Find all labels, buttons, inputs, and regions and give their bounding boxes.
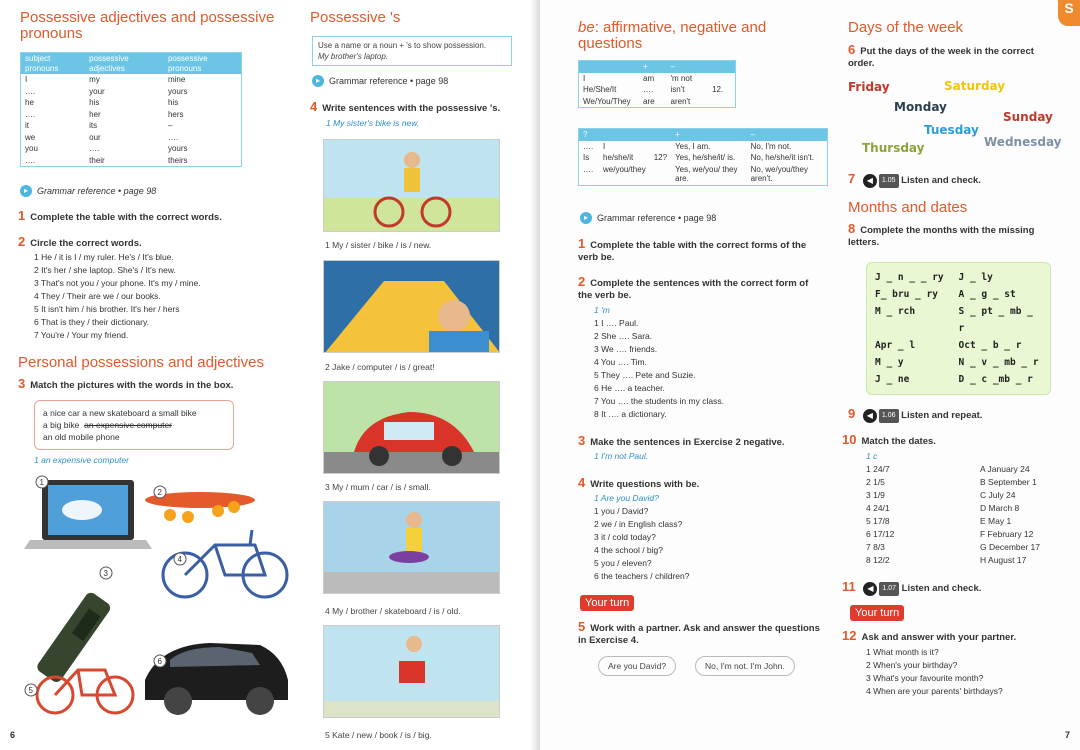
month-row [875, 354, 1042, 371]
list-item: D March 8 [980, 503, 1020, 513]
exercise-instruction: Listen and check. [901, 583, 982, 594]
cell: its [89, 121, 98, 130]
pic-label-5: 5 [28, 686, 33, 695]
list-item: 7 8/3 [866, 542, 885, 552]
exercise-1 [18, 210, 268, 224]
list-item: 6 the teachers / children? [594, 571, 690, 581]
cell: their [89, 155, 105, 165]
cell: isn't [670, 85, 685, 94]
th-pronoun: possessive pronouns [164, 53, 241, 74]
heading-months: Months and dates [848, 199, 968, 216]
cell: …. [643, 85, 654, 94]
word-box-line: a nice car a new skateboard a small bike [43, 408, 197, 418]
heading-possessive-s: Possessive 's [310, 9, 401, 26]
cell: He/She/It [583, 85, 617, 94]
be-exercise-4 [578, 477, 818, 491]
cell: …. [25, 109, 36, 119]
grammar-reference-text: Grammar reference • page 98 [329, 76, 449, 86]
cell: No, I'm not. [750, 141, 792, 151]
unit-corner-tab: S [1058, 0, 1080, 26]
exercise-3 [18, 378, 268, 392]
small-bike-image [37, 670, 133, 713]
your-turn-badge-2: Your turn [850, 605, 904, 621]
list-item: 1 I …. Paul. [594, 318, 639, 328]
cell: …. [167, 132, 179, 142]
pronoun-table [20, 52, 242, 167]
list-item: 7 You …. the students in my class. [594, 396, 724, 406]
list-item: G December 17 [980, 542, 1040, 552]
list-item: A January 24 [980, 464, 1030, 474]
exercise-number: 8 [848, 221, 856, 236]
grammar-icon: ▸ [20, 185, 32, 197]
list-item: 1 24/7 [866, 464, 890, 474]
list-item: 4 They / Their are we / our books. [34, 291, 161, 301]
heading-personal-possessions: Personal possessions and adjectives [18, 354, 264, 371]
th-subject: subject pronouns [21, 53, 85, 74]
exercise-2-items [34, 251, 274, 342]
month-blank: J _ ly [958, 272, 993, 283]
exercise-instruction: Match the dates. [861, 436, 936, 447]
month-blank: M _ y [875, 357, 904, 368]
list-item: B September 1 [980, 477, 1037, 487]
exercise-2 [18, 236, 268, 250]
list-item: 3 That's not you / your phone. It's my / mine. [34, 278, 201, 288]
rule-text: Use a name or a noun + 's to show possession. [318, 41, 487, 50]
list-item: 7 You're / Your my friend. [34, 330, 129, 340]
month-blank: Oct _ b _ r [958, 340, 1022, 351]
list-item: C July 24 [980, 490, 1016, 500]
list-item: 4 24/1 [866, 503, 890, 513]
brother-skateboard-picture [323, 501, 500, 594]
cell: 'm not [670, 73, 693, 83]
speech-bubble-answer: No, I'm not. I'm John. [695, 656, 795, 676]
dates-right-column [980, 463, 1080, 567]
exercise-12-items [866, 646, 1066, 698]
speaker-icon: ◀ [863, 174, 877, 188]
cell: hers [167, 109, 184, 119]
possessions-illustration [20, 475, 300, 730]
word-box-word-used: an expensive computer [84, 420, 173, 430]
exercise-instruction: Circle the correct words. [30, 238, 142, 249]
exercise-number: 10 [842, 432, 857, 447]
list-item: 6 That is they / their dictionary. [34, 317, 149, 327]
be-exercise-3 [578, 435, 818, 449]
heading-be-italic: be [578, 19, 595, 36]
list-item: 5 17/8 [866, 516, 890, 526]
cell: he/she/it [603, 153, 634, 162]
exercise-instruction: Listen and check. [901, 175, 981, 186]
list-item: 1 He / it is I / my ruler. He's / It's blue. [34, 252, 174, 262]
day-monday: Monday [894, 100, 947, 114]
exercise-number: 4 [578, 475, 586, 490]
dates-left-column [866, 450, 956, 567]
speaker-icon: ◀ [863, 409, 877, 423]
exercise-number: 3 [18, 376, 26, 391]
th: + [671, 129, 747, 141]
cell: am [643, 73, 655, 83]
cell: No, he/she/it isn't. [750, 153, 814, 162]
exercise-number: 2 [578, 274, 586, 289]
grammar-reference-link-3[interactable] [580, 212, 716, 224]
cell: our [89, 132, 101, 142]
list-item: 5 They …. Pete and Suzie. [594, 370, 696, 380]
month-blank: A _ g _ st [958, 289, 1016, 300]
word-box-line [43, 419, 225, 431]
exercise-number: 2 [18, 234, 26, 249]
exercise-instruction: Listen and repeat. [901, 410, 983, 421]
your-turn-badge: Your turn [580, 595, 634, 611]
audio-track-label: 1.07 [879, 582, 899, 596]
months-exercise-10 [842, 434, 936, 448]
be-exercise-4-items [594, 492, 794, 583]
list-item: 5 you / eleven? [594, 558, 652, 568]
month-blank: S _ pt _ mb _ r [958, 306, 1033, 334]
rule-example: My brother's laptop. [318, 52, 389, 61]
cell: we [25, 132, 36, 142]
cell: …. [583, 164, 594, 174]
list-item: H August 17 [980, 555, 1027, 565]
day-saturday: Saturday [944, 79, 1006, 93]
cell: …. [89, 144, 100, 153]
caption-1: 1 My / sister / bike / is / new. [325, 240, 432, 250]
exercise-instruction: Complete the sentences with the correct form of the verb be. [578, 278, 809, 301]
caption-3: 3 My / mum / car / is / small. [325, 482, 431, 492]
cell: it [25, 121, 29, 130]
exercise-instruction: Write questions with be. [590, 479, 700, 490]
audio-player[interactable] [863, 582, 899, 596]
exercise-number: 6 [848, 42, 856, 57]
heading-days: Days of the week [848, 19, 964, 36]
list-item: 4 You …. Tim. [594, 357, 647, 367]
list-item: 6 He …. a teacher. [594, 383, 665, 393]
page-number-right: 7 [1064, 730, 1070, 740]
exercise-instruction: Match the pictures with the words in the box. [30, 380, 234, 391]
list-item: 1 you / David? [594, 506, 649, 516]
exercise-instruction: Complete the table with the correct forms of the verb be. [578, 240, 807, 263]
cell: We/You/They [583, 96, 631, 106]
speech-bubble-question: Are you David? [598, 656, 676, 676]
be-exercise-2-items [594, 304, 794, 421]
month-blank: J _ ne [875, 374, 910, 385]
word-box-word: a big bike [43, 420, 80, 430]
grammar-icon: ▸ [312, 75, 324, 87]
exercise-3-answer: 1 an expensive computer [34, 455, 129, 465]
list-item: F February 12 [980, 529, 1034, 539]
word-box-line: an old mobile phone [43, 432, 120, 442]
th: – [667, 61, 709, 73]
cell: yours [167, 86, 188, 96]
pic-label-4: 4 [177, 555, 182, 564]
cell: Is [583, 153, 590, 162]
list-item: 4 When are your parents' birthdays? [866, 686, 1003, 696]
answer-example: 1 Are you David? [594, 493, 659, 503]
exercise-number: 4 [310, 99, 318, 114]
cell: aren't [670, 96, 691, 106]
exercise-4-answer: 1 My sister's bike is new. [326, 118, 420, 128]
days-exercise-6 [848, 44, 1058, 70]
be-exercise-1 [578, 238, 818, 264]
exercise-instruction: Complete the months with the missing letters. [848, 225, 1035, 248]
jake-computer-picture [323, 260, 500, 353]
list-item: 2 It's her / she laptop. She's / It's new. [34, 265, 176, 275]
exercise-instruction: Put the days of the week in the correct order. [848, 46, 1034, 69]
month-row [875, 337, 1042, 354]
cell: your [89, 86, 105, 96]
list-item: 3 What's your favourite month? [866, 673, 984, 683]
page-number-left: 6 [10, 730, 16, 740]
cell: …. [25, 155, 36, 165]
cell: No, we/you/they aren't. [750, 164, 808, 183]
exercise-number: 12 [842, 628, 857, 643]
cell: he [25, 98, 34, 107]
th-adjective: possessive adjectives [85, 53, 164, 74]
exercise-instruction: Write sentences with the possessive 's. [322, 103, 501, 114]
months-exercise-11 [842, 581, 981, 596]
nice-car-image [145, 643, 288, 715]
days-exercise-7 [848, 173, 981, 188]
month-row [875, 371, 1042, 388]
cell: 12? [653, 153, 668, 162]
caption-2: 2 Jake / computer / is / great! [325, 362, 435, 372]
list-item: 2 we / in English class? [594, 519, 683, 529]
exercise-instruction: Work with a partner. Ask and answer the questions in Exercise 4. [578, 623, 820, 646]
cell: …. [583, 141, 594, 151]
answer-example: 1 'm [594, 305, 610, 315]
exercise-instruction: Complete the table with the correct words. [30, 212, 222, 223]
pic-label-3: 3 [103, 569, 108, 578]
word-box [34, 400, 234, 450]
cell: we/you/they [603, 164, 646, 174]
th [650, 129, 671, 141]
cell: …. [25, 86, 36, 96]
cell: 12. [712, 85, 724, 94]
cell: his [89, 98, 100, 107]
cell: – [167, 121, 173, 130]
speaker-icon: ◀ [863, 582, 877, 596]
cell: I [583, 73, 586, 83]
list-item: 2 She …. Sara. [594, 331, 653, 341]
grammar-reference-link[interactable] [20, 185, 156, 197]
cell [650, 164, 671, 185]
list-item: 3 1/9 [866, 490, 885, 500]
list-item: 6 17/12 [866, 529, 895, 539]
audio-player[interactable] [863, 174, 899, 188]
day-tuesday: Tuesday [924, 123, 979, 137]
months-exercise-8 [848, 223, 1058, 249]
exercise-number: 1 [18, 208, 26, 223]
rule-box [312, 36, 512, 66]
month-row [875, 303, 1042, 337]
be-exercise-3-answer: 1 I'm not Paul. [594, 451, 649, 461]
cell: yours [167, 144, 188, 153]
be-table-1 [578, 60, 736, 108]
be-exercise-2 [578, 276, 818, 302]
mum-car-picture [323, 381, 500, 474]
day-sunday: Sunday [1003, 110, 1053, 124]
heading-be-rest: : affirmative, negative and questions [578, 19, 767, 52]
exercise-number: 1 [578, 236, 586, 251]
list-item: E May 1 [980, 516, 1012, 526]
list-item: 2 When's your birthday? [866, 660, 958, 670]
heading-be [578, 20, 818, 52]
months-exercise-12 [842, 630, 1062, 644]
list-item: 1 What month is it? [866, 647, 939, 657]
list-item: 8 It …. a dictionary. [594, 409, 667, 419]
cell [708, 96, 735, 108]
month-blank: N _ v _ mb _ r [958, 357, 1039, 368]
exercise-number: 7 [848, 171, 856, 186]
month-blank: Apr _ l [875, 340, 916, 351]
exercise-number: 3 [578, 433, 586, 448]
day-wednesday: Wednesday [984, 135, 1062, 149]
cell: you [25, 144, 38, 153]
grammar-reference-text: Grammar reference • page 98 [37, 186, 157, 196]
sister-bike-picture [323, 139, 500, 232]
list-item: 3 We …. friends. [594, 344, 658, 354]
caption-4: 4 My / brother / skateboard / is / old. [325, 606, 461, 616]
month-blank: F_ bru _ ry [875, 289, 938, 300]
kate-book-picture [323, 625, 500, 718]
cell: my [89, 75, 100, 84]
be-table-2 [578, 128, 828, 186]
th: ? [579, 129, 599, 141]
list-item: 3 it / cold today? [594, 532, 656, 542]
exercise-instruction: Ask and answer with your partner. [861, 632, 1017, 643]
grammar-reference-text: Grammar reference • page 98 [597, 213, 717, 223]
exercise-4 [310, 101, 520, 115]
cell: I [603, 141, 606, 151]
audio-player[interactable] [863, 409, 899, 423]
list-item: 2 1/5 [866, 477, 885, 487]
list-item: 8 12/2 [866, 555, 890, 565]
exercise-number: 11 [842, 579, 856, 594]
caption-5: 5 Kate / new / book / is / big. [325, 730, 432, 740]
cell: I [25, 75, 28, 84]
month-row [875, 286, 1042, 303]
exercise-number: 9 [848, 406, 856, 421]
audio-track-label: 1.05 [879, 174, 899, 188]
th: – [747, 129, 827, 141]
cell: his [167, 98, 179, 107]
th [599, 129, 650, 141]
month-blank: M _ rch [875, 306, 916, 317]
be-exercise-5 [578, 621, 828, 647]
month-blank: J _ n _ _ ry [875, 272, 944, 283]
cell: mine [167, 75, 186, 84]
right-page [540, 0, 1080, 750]
grammar-reference-link-2[interactable] [312, 75, 448, 87]
pic-label-6: 6 [157, 657, 162, 666]
heading-possessive-adjectives: Possessive adjectives and possessive pronouns [20, 9, 275, 42]
laptop-image [24, 480, 152, 549]
pic-label-1: 1 [39, 478, 44, 487]
cell: her [89, 109, 101, 119]
th [708, 61, 735, 73]
cell: Yes, he/she/it/ is. [675, 153, 736, 162]
months-box [866, 262, 1051, 395]
answer-example: 1 c [866, 451, 878, 461]
exercise-number: 5 [578, 619, 586, 634]
cell [708, 73, 735, 85]
cell: theirs [167, 155, 188, 165]
grammar-icon: ▸ [580, 212, 592, 224]
months-exercise-9 [848, 408, 982, 423]
day-thursday: Thursday [862, 141, 925, 155]
cell: Yes, I am. [675, 141, 711, 151]
audio-track-label: 1.06 [879, 409, 899, 423]
pic-label-2: 2 [157, 488, 162, 497]
cell: Yes, we/you/ they are. [675, 164, 738, 183]
list-item: 4 the school / big? [594, 545, 663, 555]
list-item: 5 It isn't him / his brother. It's her / hers [34, 304, 180, 314]
exercise-instruction: Make the sentences in Exercise 2 negative. [590, 437, 785, 448]
cell: are [643, 96, 655, 106]
month-row [875, 269, 1042, 286]
cell [650, 141, 671, 153]
month-blank: D _ c _mb _ r [958, 374, 1033, 385]
th [579, 61, 639, 73]
th: + [639, 61, 667, 73]
day-friday: Friday [848, 80, 890, 94]
